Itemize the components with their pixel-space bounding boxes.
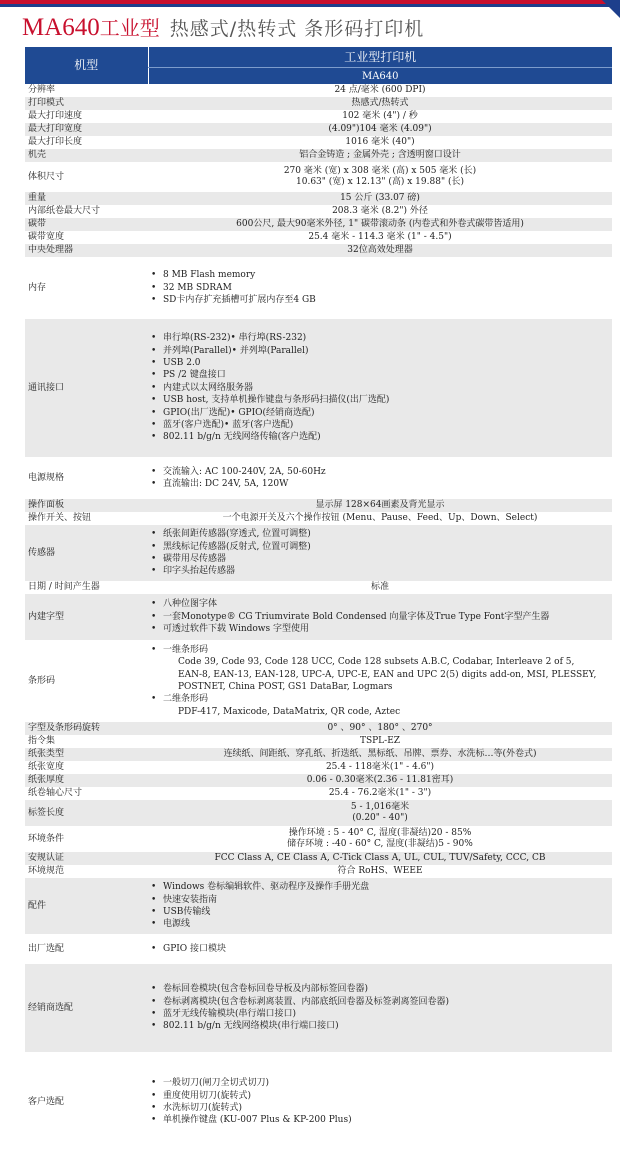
row-dealer-options: 经销商选配 • 卷标回卷模块(包含卷标回卷导板及内部标签回卷器) • 卷标剥离模块(包含卷标剥离装置、内部底纸回卷器及标签剥离签回卷器) • 蓝牙无线传输模块(串行端口接口) • 802.11 b/g/n 无线网络模块(串行端口接口) — [25, 964, 612, 1052]
row-safety: 安规认证 FCC Class A, CE Class A, C-Tick Class A, UL, CUL, TUV/Safety, CCC, CB — [25, 852, 612, 865]
row-user-options: 客户选配 • 一般切刀(闸刀全切式切刀) • 重度使用切刀(旋转式) • 水洗标切刀(旋转式) • 单机操作键盘 (KU-007 Plus & KP-200 Plus) — [25, 1052, 612, 1152]
accessories-list: • Windows 卷标编辑软件、驱动程序及操作手册光盘 • 快速安装指南 • USB传输线 • 电源线 — [151, 881, 609, 931]
row-memory: 内存 • 8 MB Flash memory • 32 MB SDRAM • SD卡内存扩充插槽可扩展内存至4 GB — [25, 257, 612, 319]
model-header-label: 机型 — [25, 47, 148, 84]
model-header-model: MA640 — [148, 68, 612, 85]
corner-decoration — [602, 0, 620, 18]
row-fonts: 内建字型 • 八种位图字体 • 一套Monotype® CG Triumvirate Bold Condensed 向量字体及True Type Font字型产生器 • 可透过软件下载 Windows 字型使用 — [25, 594, 612, 640]
row-accessories: 配件 • Windows 卷标编辑软件、驱动程序及操作手册光盘 • 快速安装指南 • USB传输线 • 电源线 — [25, 878, 612, 934]
row-switches: 操作开关、按钮 一个电源开关及六个操作按钮 (Menu、Pause、Feed、Up、Down、Select) — [25, 512, 612, 525]
row-width: 最大打印宽度 (4.09")104 毫米 (4.09") — [25, 123, 612, 136]
spec-table — [25, 47, 612, 1152]
row-ribbon-width: 碳带宽度 25.4 毫米 - 114.3 毫米 (1" - 4.5") — [25, 231, 612, 244]
top-blue-stripe — [0, 4, 620, 7]
row-environment: 环境条件 操作环境 : 5 - 40° C, 湿度(非凝结)20 - 85% 储存环境 : -40 - 60° C, 湿度(非凝结)5 - 90% — [25, 826, 612, 852]
dealer-options-list: • 卷标回卷模块(包含卷标回卷导板及内部标签回卷器) • 卷标剥离模块(包含卷标剥离装置、内部底纸回卷器及标签剥离签回卷器) • 蓝牙无线传输模块(串行端口接口) • 802.11 b/g/n 无线网络模块(串行端口接口) — [151, 983, 609, 1033]
row-command: 指令集 TSPL-EZ — [25, 735, 612, 748]
row-rtc: 日期 / 时间产生器 标准 — [25, 581, 612, 594]
row-power: 电源规格 • 交流输入: AC 100-240V, 2A, 50-60Hz • 直流输出: DC 24V, 5A, 120W — [25, 457, 612, 499]
row-print-mode: 打印模式 热感式/热转式 — [25, 97, 612, 110]
row-factory-options: 出厂选配 • GPIO 接口模块 — [25, 934, 612, 964]
row-sensors: 传感器 • 纸张间距传感器(穿透式, 位置可调整) • 黑线标记传感器(反射式, 位置可调整) • 碳带用尽传感器 • 印字头抬起传感器 — [25, 525, 612, 581]
row-panel: 操作面板 显示屏 128×64画素及背光显示 — [25, 499, 612, 512]
sensors-list: • 纸张间距传感器(穿透式, 位置可调整) • 黑线标记传感器(反射式, 位置可调整) • 碳带用尽传感器 • 印字头抬起传感器 — [151, 528, 609, 578]
power-list: • 交流输入: AC 100-240V, 2A, 50-60Hz • 直流输出: DC 24V, 5A, 120W — [151, 466, 609, 491]
memory-list: • 8 MB Flash memory • 32 MB SDRAM • SD卡内存扩充插槽可扩展内存至4 GB — [151, 269, 609, 306]
row-length: 最大打印长度 1016 毫米 (40") — [25, 136, 612, 149]
row-media-thickness: 纸张厚度 0.06 - 0.30毫米(2.36 - 11.81密耳) — [25, 774, 612, 787]
row-media-type: 纸张类型 连续纸、间距纸、穿孔纸、折迭纸、黑标纸、吊牌、票券、水洗标…等(外卷式) — [25, 748, 612, 761]
row-barcodes: 条形码 • 一维条形码 Code 39, Code 93, Code 128 UCC, Code 128 subsets A.B.C, Codabar, Interleave 2 of 5, EAN-8, EAN-13, EAN-128, UPC-A, UPC-E, EAN and UPC 2(5) digits add-on, MSI, PLESSEY, POSTNET, China POST, GS1 DataBar, Logmars • 二维条形码 PDF-417, Maxicode, DataMatrix, QR code, Aztec — [25, 640, 612, 722]
row-weight: 重量 15 公斤 (33.07 磅) — [25, 192, 612, 205]
page-subtitle: 热感式/热转式 条形码打印机 — [169, 18, 425, 40]
user-options-list: • 一般切刀(闸刀全切式切刀) • 重度使用切刀(旋转式) • 水洗标切刀(旋转式) • 单机操作键盘 (KU-007 Plus & KP-200 Plus) — [151, 1077, 609, 1127]
row-core: 纸卷轴心尺寸 25.4 - 76.2毫米(1" - 3") — [25, 787, 612, 800]
row-ribbon: 碳带 600公尺, 最大90毫米外径, 1" 碳带滚动条 (内卷式和外卷式碳带皆适用) — [25, 218, 612, 231]
brand-title: MA640工业型 — [22, 14, 160, 41]
model-header-title: 工业型打印机 — [148, 47, 612, 68]
fonts-list: • 八种位图字体 • 一套Monotype® CG Triumvirate Bold Condensed 向量字体及True Type Font字型产生器 • 可透过软件下载 Windows 字型使用 — [151, 598, 609, 635]
page-header — [22, 12, 424, 42]
row-cpu: 中央处理器 32位高效处理器 — [25, 244, 612, 257]
row-env-reg: 环境规范 符合 RoHS、WEEE — [25, 865, 612, 878]
row-speed: 最大打印速度 102 毫米 (4") / 秒 — [25, 110, 612, 123]
row-resolution: 分辨率 24 点/毫米 (600 DPI) — [25, 84, 612, 97]
row-label-length: 标签长度 5 - 1,016毫米 (0.20" - 40") — [25, 800, 612, 826]
row-media-width: 纸张宽度 25.4 - 118毫米(1" - 4.6") — [25, 761, 612, 774]
row-case: 机壳 铝合金铸造 ; 金属外壳 ; 含透明窗口设计 — [25, 149, 612, 162]
row-dimensions: 体积尺寸 270 毫米 (宽) x 308 毫米 (高) x 505 毫米 (长) 10.63" (宽) x 12.13" (高) x 19.88" (长) — [25, 162, 612, 192]
interface-list: • 串行埠(RS-232)• 串行埠(RS-232) • 并列埠(Parallel)• 并列埠(Parallel) • USB 2.0 • PS /2 键盘接口 • 内建式以太网络服务器 • USB host, 支持单机操作键盘与条形码扫描仪(出厂选配) • GPIO(出厂选配)• GPIO(经销商选配) • 蓝牙(客户选配)• 蓝牙(客户选配) • 802.11 b/g/n 无线网络传输(客户选配) — [151, 332, 609, 444]
row-rotation: 字型及条形码旋转 0° 、90° 、180° 、270° — [25, 722, 612, 735]
row-interface: 通讯接口 • 串行埠(RS-232)• 串行埠(RS-232) • 并列埠(Parallel)• 并列埠(Parallel) • USB 2.0 • PS /2 键盘接口 • 内建式以太网络服务器 • USB host, 支持单机操作键盘与条形码扫描仪(出厂选配) • GPIO(出厂选配)• GPIO(经销商选配) • 蓝牙(客户选配)• 蓝牙(客户选配) • 802.11 b/g/n 无线网络传输(客户选配) — [25, 319, 612, 457]
row-roll-od: 内部纸卷最大尺寸 208.3 毫米 (8.2") 外径 — [25, 205, 612, 218]
